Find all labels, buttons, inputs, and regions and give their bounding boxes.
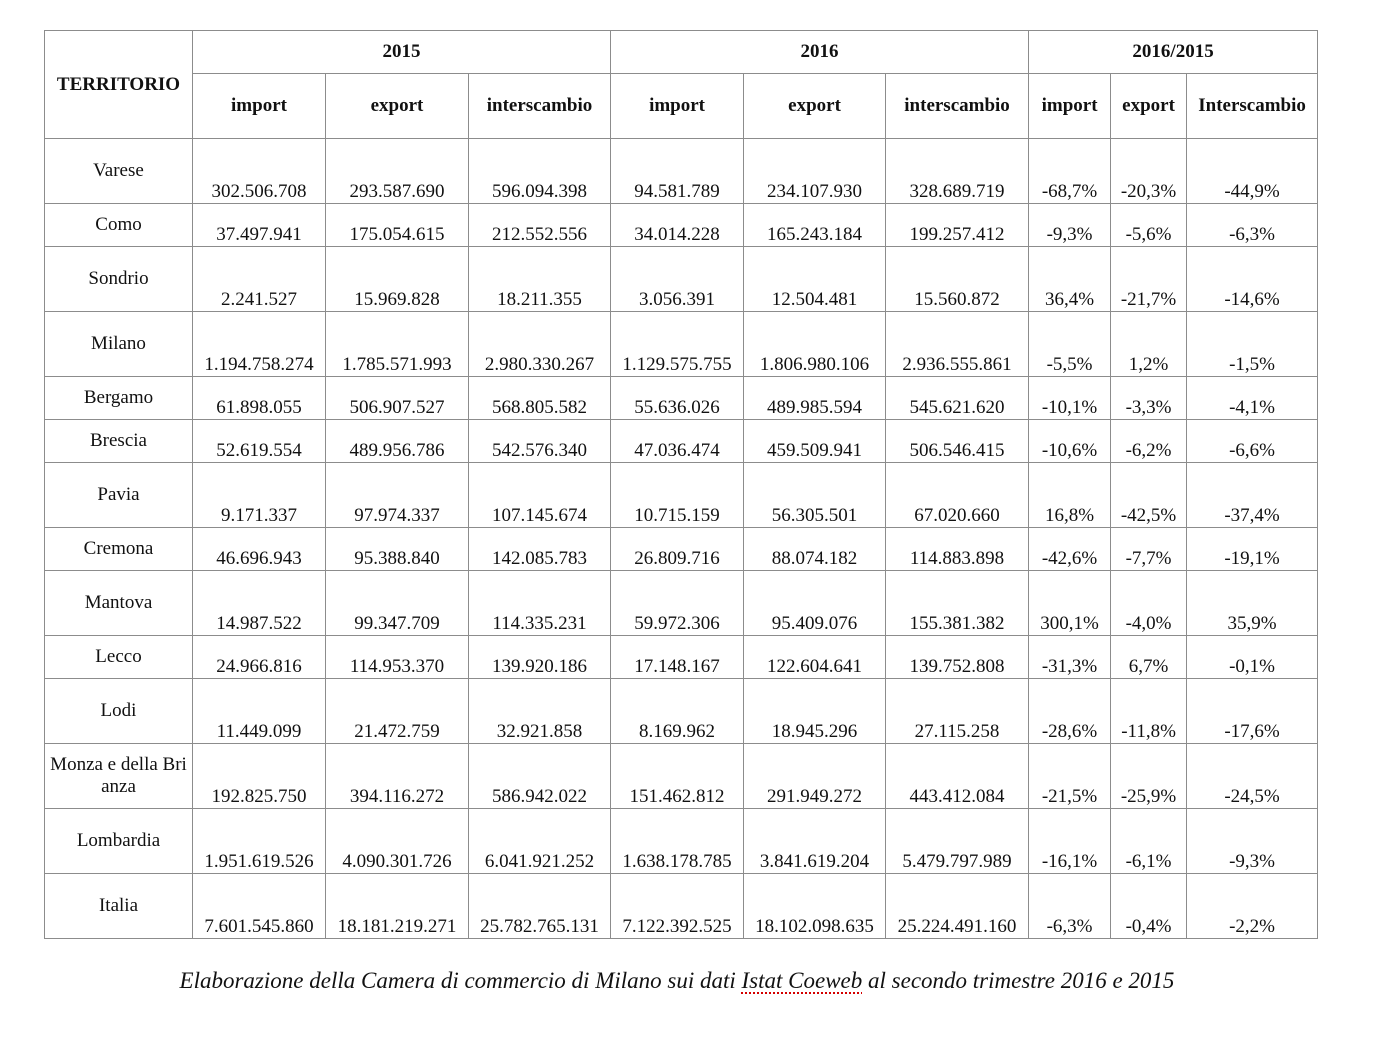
table-cell: -6,6%	[1187, 420, 1318, 463]
table-cell: -0,1%	[1187, 636, 1318, 679]
table-cell: 7.122.392.525	[611, 874, 744, 939]
table-cell: 506.907.527	[326, 377, 469, 420]
table-cell: 95.388.840	[326, 528, 469, 571]
table-cell: 139.752.808	[886, 636, 1029, 679]
table-cell: -20,3%	[1111, 139, 1187, 204]
table-cell: 199.257.412	[886, 204, 1029, 247]
territory-name: Lodi	[45, 679, 193, 744]
territory-name: Milano	[45, 312, 193, 377]
table-cell: -37,4%	[1187, 463, 1318, 528]
table-cell: 3.841.619.204	[744, 809, 886, 874]
table-row	[45, 204, 1318, 247]
table-cell: -5,5%	[1029, 312, 1111, 377]
table-cell: -44,9%	[1187, 139, 1318, 204]
table-cell: 59.972.306	[611, 571, 744, 636]
table-cell: -3,3%	[1111, 377, 1187, 420]
table-cell: -31,3%	[1029, 636, 1111, 679]
territory-name: Italia	[45, 874, 193, 939]
table-cell: 10.715.159	[611, 463, 744, 528]
table-cell: 99.347.709	[326, 571, 469, 636]
col-header-import-2016: import	[611, 74, 744, 139]
table-cell: 291.949.272	[744, 744, 886, 809]
table-cell: 165.243.184	[744, 204, 886, 247]
table-cell: 46.696.943	[193, 528, 326, 571]
table-cell: 542.576.340	[469, 420, 611, 463]
table-cell: 1.129.575.755	[611, 312, 744, 377]
table-cell: -19,1%	[1187, 528, 1318, 571]
table-cell: -68,7%	[1029, 139, 1111, 204]
table-cell: -24,5%	[1187, 744, 1318, 809]
table-cell: -42,5%	[1111, 463, 1187, 528]
territory-name: Bergamo	[45, 377, 193, 420]
table-cell: 1.638.178.785	[611, 809, 744, 874]
table-cell: 16,8%	[1029, 463, 1111, 528]
table-cell: 61.898.055	[193, 377, 326, 420]
caption-text-end: al secondo trimestre 2016 e 2015	[862, 968, 1175, 993]
table-cell: 47.036.474	[611, 420, 744, 463]
territory-name: Mantova	[45, 571, 193, 636]
table-cell: 25.224.491.160	[886, 874, 1029, 939]
table-cell: -6,3%	[1029, 874, 1111, 939]
table-cell: 114.335.231	[469, 571, 611, 636]
table-cell: -4,1%	[1187, 377, 1318, 420]
table-cell: -21,7%	[1111, 247, 1187, 312]
table-cell: 95.409.076	[744, 571, 886, 636]
table-cell: -9,3%	[1029, 204, 1111, 247]
table-cell: 14.987.522	[193, 571, 326, 636]
table-cell: 97.974.337	[326, 463, 469, 528]
territory-name: Lecco	[45, 636, 193, 679]
table-cell: 24.966.816	[193, 636, 326, 679]
table-cell: 586.942.022	[469, 744, 611, 809]
table-cell: 175.054.615	[326, 204, 469, 247]
table-cell: 88.074.182	[744, 528, 886, 571]
territory-name: Cremona	[45, 528, 193, 571]
table-cell: 2.936.555.861	[886, 312, 1029, 377]
table-body	[45, 139, 1318, 939]
table-cell: -7,7%	[1111, 528, 1187, 571]
table-cell: 114.883.898	[886, 528, 1029, 571]
col-header-export-variation: export	[1111, 74, 1187, 139]
table-cell: 32.921.858	[469, 679, 611, 744]
table-cell: 52.619.554	[193, 420, 326, 463]
table-cell: 394.116.272	[326, 744, 469, 809]
table-cell: -2,2%	[1187, 874, 1318, 939]
table-cell: 459.509.941	[744, 420, 886, 463]
col-header-interscambio-variation: Interscambio	[1187, 74, 1318, 139]
table-row	[45, 463, 1318, 528]
group-header-2015: 2015	[193, 31, 611, 74]
table-cell: 489.956.786	[326, 420, 469, 463]
header-row-years	[45, 31, 1318, 74]
table-cell: -4,0%	[1111, 571, 1187, 636]
col-header-import-variation: import	[1029, 74, 1111, 139]
table-cell: 2.980.330.267	[469, 312, 611, 377]
table-cell: 7.601.545.860	[193, 874, 326, 939]
table-cell: 545.621.620	[886, 377, 1029, 420]
col-header-import-2015: import	[193, 74, 326, 139]
territory-name: Varese	[45, 139, 193, 204]
table-cell: 151.462.812	[611, 744, 744, 809]
table-cell: -25,9%	[1111, 744, 1187, 809]
group-header-variation: 2016/2015	[1029, 31, 1318, 74]
territory-header: TERRITORIO	[45, 31, 193, 139]
table-cell: 192.825.750	[193, 744, 326, 809]
table-cell: 212.552.556	[469, 204, 611, 247]
col-header-export-2015: export	[326, 74, 469, 139]
table-cell: 94.581.789	[611, 139, 744, 204]
table-cell: -6,2%	[1111, 420, 1187, 463]
table-cell: -6,1%	[1111, 809, 1187, 874]
table-cell: 56.305.501	[744, 463, 886, 528]
table-cell: 122.604.641	[744, 636, 886, 679]
table-cell: 25.782.765.131	[469, 874, 611, 939]
table-cell: -1,5%	[1187, 312, 1318, 377]
trade-table	[44, 30, 1318, 939]
table-cell: 3.056.391	[611, 247, 744, 312]
table-cell: 18.102.098.635	[744, 874, 886, 939]
table-row	[45, 874, 1318, 939]
table-cell: 328.689.719	[886, 139, 1029, 204]
territory-name: Pavia	[45, 463, 193, 528]
caption-text-start: Elaborazione della Camera di commercio di Milano sui dati	[179, 968, 742, 993]
territory-name: Lombardia	[45, 809, 193, 874]
table-caption	[0, 968, 1354, 994]
table-cell: 67.020.660	[886, 463, 1029, 528]
table-cell: 15.969.828	[326, 247, 469, 312]
table-cell: 1.951.619.526	[193, 809, 326, 874]
table-cell: 37.497.941	[193, 204, 326, 247]
table-cell: 5.479.797.989	[886, 809, 1029, 874]
table-cell: -21,5%	[1029, 744, 1111, 809]
table-cell: 4.090.301.726	[326, 809, 469, 874]
table-cell: 596.094.398	[469, 139, 611, 204]
table-cell: -9,3%	[1187, 809, 1318, 874]
table-cell: 139.920.186	[469, 636, 611, 679]
table-cell: 36,4%	[1029, 247, 1111, 312]
col-header-interscambio-2015: interscambio	[469, 74, 611, 139]
table-cell: 35,9%	[1187, 571, 1318, 636]
table-cell: -5,6%	[1111, 204, 1187, 247]
table-cell: -6,3%	[1187, 204, 1318, 247]
territory-name: Como	[45, 204, 193, 247]
table-cell: -42,6%	[1029, 528, 1111, 571]
col-header-export-2016: export	[744, 74, 886, 139]
table-cell: 142.085.783	[469, 528, 611, 571]
table-cell: -14,6%	[1187, 247, 1318, 312]
table-cell: 568.805.582	[469, 377, 611, 420]
table-cell: 18.945.296	[744, 679, 886, 744]
table-cell: 1.194.758.274	[193, 312, 326, 377]
group-header-2016: 2016	[611, 31, 1029, 74]
table-row	[45, 636, 1318, 679]
table-row	[45, 247, 1318, 312]
table-row	[45, 679, 1318, 744]
table-row	[45, 420, 1318, 463]
table-cell: -10,1%	[1029, 377, 1111, 420]
table-cell: -11,8%	[1111, 679, 1187, 744]
table-row	[45, 809, 1318, 874]
table-cell: 1,2%	[1111, 312, 1187, 377]
table-cell: -10,6%	[1029, 420, 1111, 463]
table-cell: 114.953.370	[326, 636, 469, 679]
table-cell: -0,4%	[1111, 874, 1187, 939]
table-cell: 12.504.481	[744, 247, 886, 312]
table-cell: 293.587.690	[326, 139, 469, 204]
table-cell: 18.181.219.271	[326, 874, 469, 939]
table-cell: 55.636.026	[611, 377, 744, 420]
table-cell: 1.785.571.993	[326, 312, 469, 377]
table-cell: 9.171.337	[193, 463, 326, 528]
table-row	[45, 744, 1318, 809]
table-cell: -16,1%	[1029, 809, 1111, 874]
table-cell: 107.145.674	[469, 463, 611, 528]
table-cell: 443.412.084	[886, 744, 1029, 809]
table-cell: 300,1%	[1029, 571, 1111, 636]
territory-name: Brescia	[45, 420, 193, 463]
table-cell: 506.546.415	[886, 420, 1029, 463]
table-cell: -28,6%	[1029, 679, 1111, 744]
territory-name: Monza e della Brianza	[45, 744, 193, 809]
territory-name: Sondrio	[45, 247, 193, 312]
table-cell: 15.560.872	[886, 247, 1029, 312]
table-cell: 6.041.921.252	[469, 809, 611, 874]
header-row-measures	[45, 74, 1318, 139]
table-cell: 17.148.167	[611, 636, 744, 679]
table-row	[45, 139, 1318, 204]
table-cell: 2.241.527	[193, 247, 326, 312]
table-cell: 8.169.962	[611, 679, 744, 744]
table-cell: 302.506.708	[193, 139, 326, 204]
table-row	[45, 377, 1318, 420]
caption-source-underlined: Istat Coeweb	[741, 968, 863, 993]
table-cell: 234.107.930	[744, 139, 886, 204]
col-header-interscambio-2016: interscambio	[886, 74, 1029, 139]
table-cell: 26.809.716	[611, 528, 744, 571]
table-cell: 11.449.099	[193, 679, 326, 744]
table-cell: 21.472.759	[326, 679, 469, 744]
table-cell: 489.985.594	[744, 377, 886, 420]
table-cell: 18.211.355	[469, 247, 611, 312]
table-row	[45, 528, 1318, 571]
table-cell: 27.115.258	[886, 679, 1029, 744]
table-row	[45, 312, 1318, 377]
table-cell: -17,6%	[1187, 679, 1318, 744]
table-cell: 1.806.980.106	[744, 312, 886, 377]
table-cell: 34.014.228	[611, 204, 744, 247]
table-cell: 155.381.382	[886, 571, 1029, 636]
table-row	[45, 571, 1318, 636]
table-cell: 6,7%	[1111, 636, 1187, 679]
